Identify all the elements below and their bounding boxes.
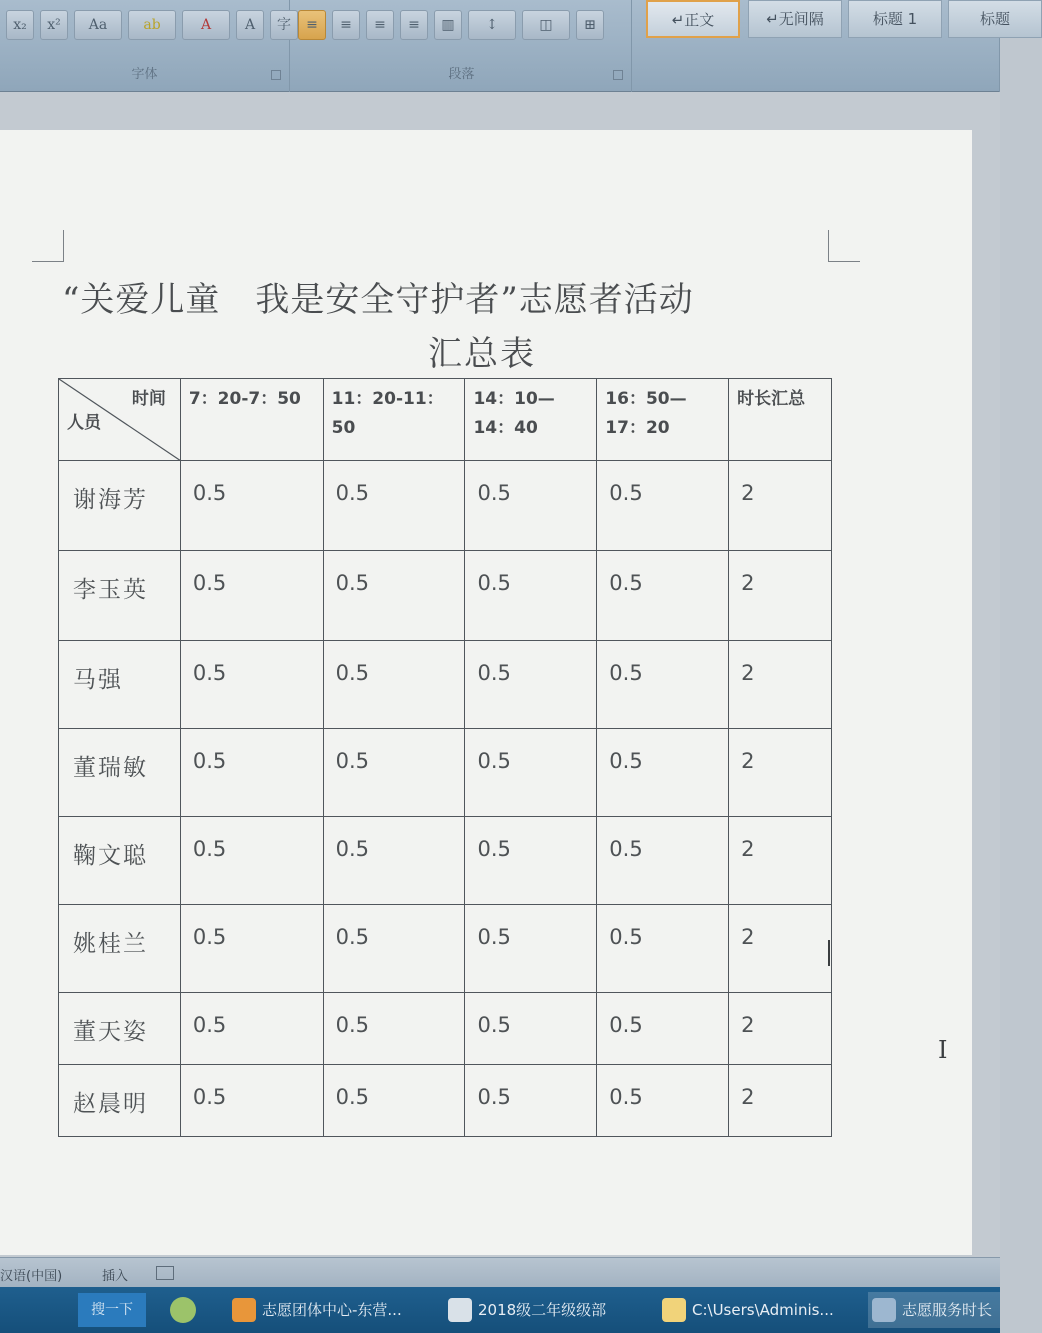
character-shading-button[interactable]: A <box>236 10 264 40</box>
style-title[interactable]: 标题 <box>948 0 1042 38</box>
hours-cell[interactable]: 0.5 <box>597 551 729 641</box>
column-header[interactable]: 11：20-11：50 <box>323 379 465 461</box>
hours-cell[interactable]: 0.5 <box>597 993 729 1065</box>
document-title: “关爱儿童 我是安全守护者”志愿者活动 <box>62 280 694 320</box>
person-name-cell[interactable]: 李玉英 <box>59 551 181 641</box>
hours-cell[interactable]: 0.5 <box>323 461 465 551</box>
summary-table[interactable] <box>58 378 832 1137</box>
table-row <box>59 905 832 993</box>
hours-cell[interactable]: 0.5 <box>597 905 729 993</box>
taskbar-item-label: C:\Users\Adminis... <box>692 1301 834 1319</box>
table-row <box>59 641 832 729</box>
table-row <box>59 729 832 817</box>
align-center-button[interactable]: ≡ <box>332 10 360 40</box>
document-title-line2: 汇总表 <box>428 334 536 374</box>
status-bar <box>0 1257 1000 1287</box>
total-cell[interactable]: 2 <box>729 1065 832 1137</box>
person-name-cell[interactable]: 鞠文聪 <box>59 817 181 905</box>
hours-cell[interactable]: 0.5 <box>465 551 597 641</box>
hours-cell[interactable]: 0.5 <box>323 641 465 729</box>
ibeam-cursor-icon: I <box>938 1036 948 1064</box>
total-cell[interactable]: 2 <box>729 729 832 817</box>
hours-cell[interactable]: 0.5 <box>180 993 323 1065</box>
styles-group <box>636 0 1010 92</box>
text-cursor <box>828 940 830 966</box>
taskbar-item-grade-office[interactable] <box>444 1292 640 1328</box>
total-cell[interactable]: 2 <box>729 817 832 905</box>
subscript-button[interactable]: x₂ <box>6 10 34 40</box>
windows-logo-icon <box>448 1298 472 1322</box>
ribbon <box>0 0 1010 92</box>
corner-label-time: 时间 <box>131 389 166 409</box>
corner-label-person: 人员 <box>67 413 101 433</box>
column-header[interactable]: 时长汇总 <box>729 379 832 461</box>
style-heading-1[interactable]: 标题 1 <box>848 0 942 38</box>
person-name-cell[interactable]: 董天姿 <box>59 993 181 1065</box>
table-row <box>59 993 832 1065</box>
column-header[interactable]: 16：50—17：20 <box>597 379 729 461</box>
hours-cell[interactable]: 0.5 <box>323 905 465 993</box>
hours-cell[interactable]: 0.5 <box>180 461 323 551</box>
diagonal-header-cell[interactable] <box>59 379 181 461</box>
macro-record-icon[interactable] <box>156 1266 174 1280</box>
taskbar-item-volunteer-center[interactable] <box>228 1292 428 1328</box>
justify-button[interactable]: ≡ <box>400 10 428 40</box>
hours-cell[interactable]: 0.5 <box>180 641 323 729</box>
app-launcher-icon[interactable] <box>170 1297 196 1323</box>
language-indicator[interactable]: 汉语(中国) <box>0 1269 63 1284</box>
superscript-button[interactable]: x² <box>40 10 68 40</box>
hours-cell[interactable]: 0.5 <box>465 905 597 993</box>
taskbar <box>0 1287 1000 1333</box>
shading-button[interactable]: ◫ <box>522 10 570 40</box>
document-page[interactable] <box>0 130 972 1255</box>
search-button[interactable]: 搜一下 <box>78 1293 146 1327</box>
hours-cell[interactable]: 0.5 <box>323 1065 465 1137</box>
highlight-color-button[interactable]: ab <box>128 10 176 40</box>
hours-cell[interactable]: 0.5 <box>597 641 729 729</box>
change-case-button[interactable]: Aa <box>74 10 122 40</box>
word-document-icon <box>872 1298 896 1322</box>
total-cell[interactable]: 2 <box>729 551 832 641</box>
crop-mark-top-right <box>828 230 860 262</box>
distributed-button[interactable]: ▥ <box>434 10 462 40</box>
hours-cell[interactable]: 0.5 <box>597 817 729 905</box>
total-cell[interactable]: 2 <box>729 993 832 1065</box>
person-name-cell[interactable]: 姚桂兰 <box>59 905 181 993</box>
taskbar-item-label: 志愿服务时长 <box>902 1301 993 1319</box>
hours-cell[interactable]: 0.5 <box>465 817 597 905</box>
total-cell[interactable]: 2 <box>729 461 832 551</box>
align-left-button[interactable]: ≡ <box>298 10 326 40</box>
font-group-label: 字体 <box>131 67 158 82</box>
column-header[interactable]: 7：20-7：50 <box>180 379 323 461</box>
taskbar-item-label: 志愿团体中心-东营... <box>262 1301 402 1319</box>
hours-cell[interactable]: 0.5 <box>597 461 729 551</box>
person-name-cell[interactable]: 谢海芳 <box>59 461 181 551</box>
hours-cell[interactable]: 0.5 <box>323 993 465 1065</box>
taskbar-item-label: 2018级二年级级部 <box>478 1301 607 1319</box>
hours-cell[interactable]: 0.5 <box>180 729 323 817</box>
enclose-characters-button[interactable]: 字 <box>270 10 298 40</box>
hours-cell[interactable]: 0.5 <box>180 551 323 641</box>
hours-cell[interactable]: 0.5 <box>465 461 597 551</box>
table-row <box>59 461 832 551</box>
total-cell[interactable]: 2 <box>729 905 832 993</box>
taskbar-item-word-document[interactable] <box>868 1292 1000 1328</box>
paragraph-group <box>292 0 632 92</box>
style-normal[interactable]: ↵正文 <box>646 0 740 38</box>
font-dialog-launcher-icon[interactable] <box>271 70 281 80</box>
font-color-button[interactable]: A <box>182 10 230 40</box>
person-name-cell[interactable]: 董瑞敏 <box>59 729 181 817</box>
taskbar-item-explorer[interactable] <box>658 1292 850 1328</box>
font-group <box>0 0 290 92</box>
line-spacing-button[interactable]: ↕ <box>468 10 516 40</box>
hours-cell[interactable]: 0.5 <box>180 905 323 993</box>
hours-cell[interactable]: 0.5 <box>323 729 465 817</box>
total-cell[interactable]: 2 <box>729 641 832 729</box>
person-name-cell[interactable]: 马强 <box>59 641 181 729</box>
hours-cell[interactable]: 0.5 <box>180 817 323 905</box>
align-right-button[interactable]: ≡ <box>366 10 394 40</box>
hours-cell[interactable]: 0.5 <box>465 729 597 817</box>
document-area[interactable] <box>0 92 1000 1257</box>
folder-icon <box>662 1298 686 1322</box>
hours-cell[interactable]: 0.5 <box>465 641 597 729</box>
column-header[interactable]: 14：10—14：40 <box>465 379 597 461</box>
paragraph-group-label: 段落 <box>448 67 475 82</box>
table-header-row <box>59 379 832 461</box>
person-name-cell[interactable]: 赵晨明 <box>59 1065 181 1137</box>
browser-icon <box>232 1298 256 1322</box>
table-row <box>59 551 832 641</box>
insert-mode-indicator[interactable]: 插入 <box>102 1269 129 1284</box>
crop-mark-top-left <box>32 230 64 262</box>
table-row <box>59 817 832 905</box>
hours-cell[interactable]: 0.5 <box>323 817 465 905</box>
hours-cell[interactable]: 0.5 <box>180 1065 323 1137</box>
table-row <box>59 1065 832 1137</box>
borders-button[interactable]: ⊞ <box>576 10 604 40</box>
hours-cell[interactable]: 0.5 <box>465 993 597 1065</box>
hours-cell[interactable]: 0.5 <box>597 729 729 817</box>
hours-cell[interactable]: 0.5 <box>597 1065 729 1137</box>
hours-cell[interactable]: 0.5 <box>323 551 465 641</box>
paragraph-dialog-launcher-icon[interactable] <box>613 70 623 80</box>
hours-cell[interactable]: 0.5 <box>465 1065 597 1137</box>
style-no-spacing[interactable]: ↵无间隔 <box>748 0 842 38</box>
